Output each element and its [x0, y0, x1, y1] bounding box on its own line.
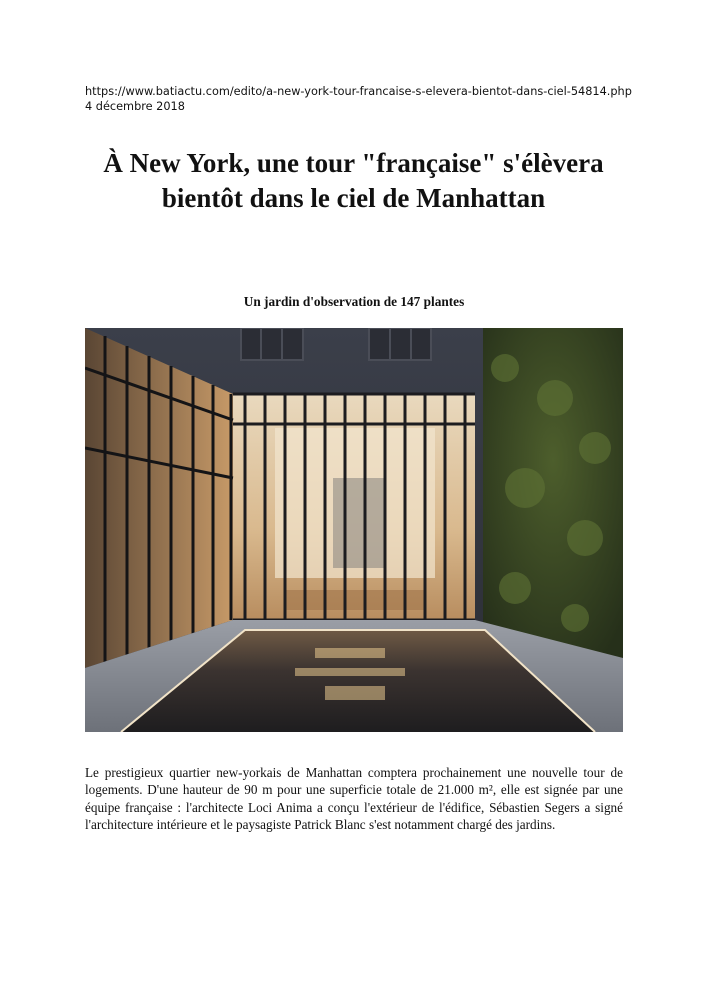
source-block — [85, 84, 632, 114]
courtyard-photo — [85, 328, 623, 732]
image-caption: Un jardin d'observation de 147 plantes — [243, 294, 465, 309]
article-title: À New York, une tour "française" s'élèvera bientôt dans le ciel de Manhattan — [103, 148, 604, 213]
source-url: https://www.batiactu.com/edito/a-new-york-tour-francaise-s-elevera-bientot-dans-ciel-54814.php — [85, 85, 632, 98]
publication-date: 4 décembre 2018 — [85, 100, 185, 113]
article-paragraph: Le prestigieux quartier new-yorkais de Manhattan comptera prochainement une nouvelle tour de logements. D'une hauteur de 90 m pour une superficie totale de 21.000 m², elle est signée par une équipe française : l'architecte Loci Anima a conçu l'extérieur de l'édifice, Sébastien Segers a signé l'architecture intérieure et le paysagiste Patrick Blanc s'est notamment chargé des jardins. — [85, 765, 623, 833]
